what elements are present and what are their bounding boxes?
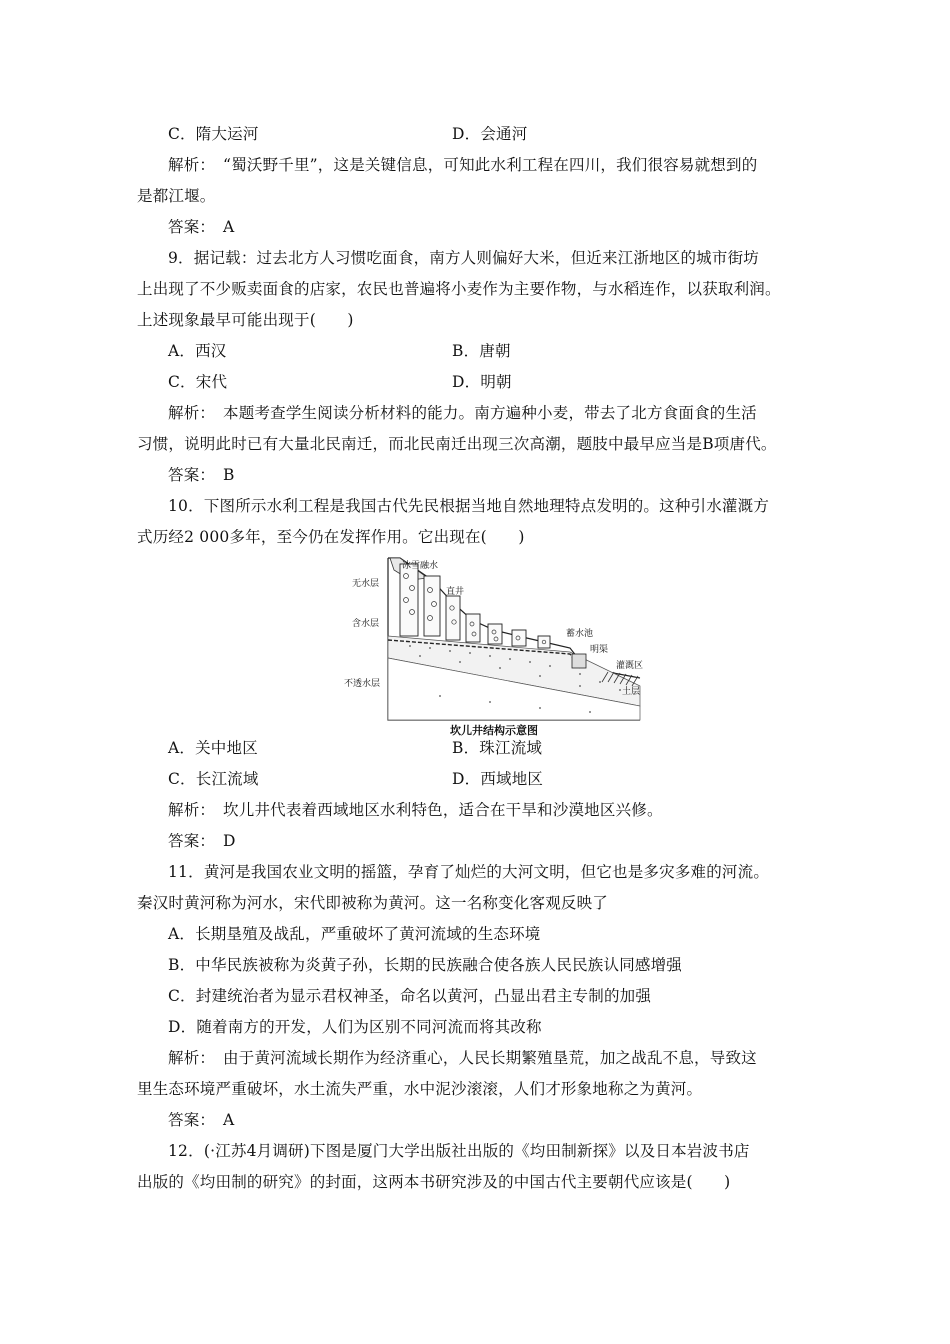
q9-answer: 答案： B: [168, 466, 235, 484]
q10-option-c: C．长江流域: [168, 770, 259, 788]
q10-analysis-line-1: 解析： 坎儿井代表着西域地区水利特色，适合在干旱和沙漠地区兴修。: [168, 801, 663, 819]
q11-answer: 答案： A: [168, 1111, 235, 1129]
q9-stem-line-2: 上出现了不少贩卖面食的店家，农民也普遍将小麦作为主要作物，与水稻连作，以获取利润。: [137, 280, 781, 298]
figure-caption: 坎儿井结构示意图: [450, 724, 538, 736]
label-impermeable: 不透水层: [344, 679, 381, 689]
q9-analysis-line-1: 解析： 本题考查学生阅读分析材料的能力。南方遍种小麦，带去了北方食面食的生活: [168, 404, 757, 422]
label-aquifer: 含水层: [352, 619, 380, 629]
q12-stem-line-2: 出版的《均田制的研究》的封面，这两本书研究涉及的中国古代主要朝代应该是( ): [137, 1173, 731, 1191]
label-snow-melt: 冰雪融水: [402, 561, 439, 571]
q10-stem-line-1: 10．下图所示水利工程是我国古代先民根据当地自然地理特点发明的。这种引水灌溉方: [168, 497, 770, 515]
q9-option-a: A．西汉: [168, 342, 227, 360]
q8-option-d: D．会通河: [452, 125, 528, 143]
q11-option-c: C．封建统治者为显示君权神圣，命名以黄河，凸显出君主专制的加强: [168, 987, 652, 1005]
label-pool: 蓄水池: [566, 629, 594, 639]
q11-stem-line-1: 11．黄河是我国农业文明的摇篮，孕育了灿烂的大河文明，但它也是多灾多难的河流。: [168, 863, 770, 881]
q11-stem-line-2: 秦汉时黄河称为河水，宋代即被称为黄河。这一名称变化客观反映了: [137, 894, 609, 912]
q8-analysis-line-2: 是都江堰。: [137, 187, 216, 205]
q8-answer: 答案： A: [168, 218, 235, 236]
q10-answer: 答案： D: [168, 832, 236, 850]
karez-diagram-svg: [340, 556, 660, 736]
label-soil: 土层: [622, 687, 641, 697]
q11-analysis-line-2: 里生态环境严重破坏，水土流失严重，水中泥沙滚滚，人们才形象地称之为黄河。: [137, 1080, 703, 1098]
q9-option-b: B．唐朝: [452, 342, 511, 360]
q9-stem-line-1: 9．据记载：过去北方人习惯吃面食，南方人则偏好大米，但近来江浙地区的城市街坊: [168, 249, 759, 267]
label-irrigation: 灌溉区: [616, 661, 644, 671]
karez-diagram: [340, 556, 660, 736]
q11-option-a: A．长期垦殖及战乱，严重破坏了黄河流域的生态环境: [168, 925, 541, 943]
q10-option-a: A．关中地区: [168, 739, 258, 757]
storage-pool: [572, 654, 586, 668]
q9-stem-line-3: 上述现象最早可能出现于( ): [137, 311, 354, 329]
q9-analysis-line-2: 习惯，说明此时已有大量北民南迁，而北民南迁出现三次高潮，题肢中最早应当是B项唐代。: [137, 435, 777, 453]
q9-option-c: C．宋代: [168, 373, 228, 391]
q8-option-c: C．隋大运河: [168, 125, 259, 143]
q10-option-d: D．西域地区: [452, 770, 544, 788]
q11-option-b: B．中华民族被称为炎黄子孙，长期的民族融合使各族人民民族认同感增强: [168, 956, 682, 974]
q9-option-d: D．明朝: [452, 373, 512, 391]
label-shaft: 直井: [446, 587, 465, 597]
q10-option-b: B．珠江流域: [452, 739, 543, 757]
q12-stem-line-1: 12．(·江苏4月调研)下图是厦门大学出版社出版的《均田制新探》以及日本岩波书店: [168, 1142, 750, 1160]
q8-analysis-line-1: 解析： “蜀沃野千里”，这是关键信息，可知此水利工程在四川，我们很容易就想到的: [168, 156, 758, 174]
label-canal: 明渠: [590, 645, 609, 655]
q11-option-d: D．随着南方的开发，人们为区别不同河流而将其改称: [168, 1018, 542, 1036]
label-dry-layer: 无水层: [352, 579, 380, 589]
q10-stem-line-2: 式历经2 000多年，至今仍在发挥作用。它出现在( ): [137, 528, 525, 546]
q11-analysis-line-1: 解析： 由于黄河流域长期作为经济重心，人民长期繁殖垦荒，加之战乱不息，导致这: [168, 1049, 757, 1067]
